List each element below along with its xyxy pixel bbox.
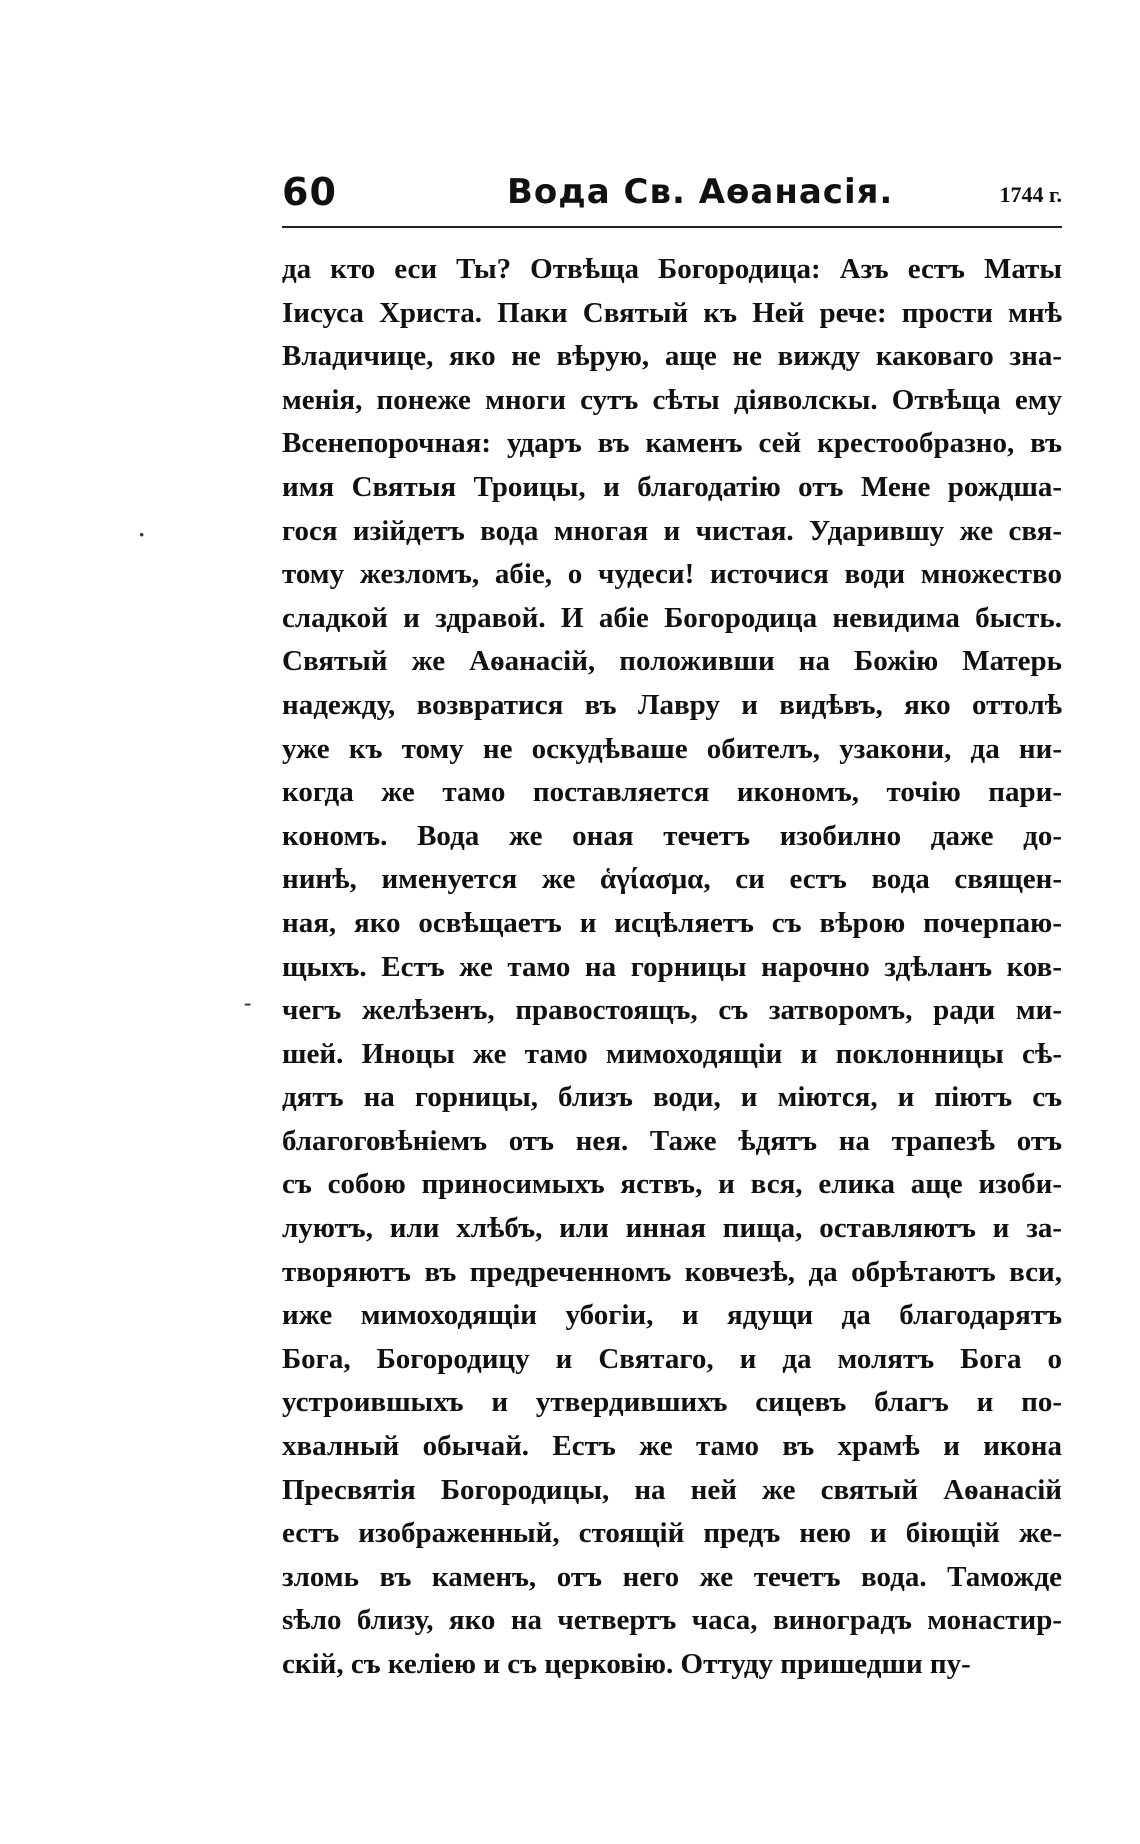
- running-head: [282, 170, 1062, 220]
- text-line: щыхъ. Естъ же тамо на горницы нарочно здѣланъ ков-: [282, 950, 1062, 983]
- text-line: творяютъ въ предреченномъ ковчезѣ, да обрѣтаютъ вси,: [282, 1255, 1062, 1288]
- text-line: Святый же Аѳанасій, положивши на Божію Матерь: [282, 645, 1062, 678]
- header-rule: [282, 226, 1062, 228]
- margin-dash: -: [244, 990, 252, 1015]
- text-line: когда же тамо поставляется икономъ, точію пари-: [282, 776, 1062, 809]
- text-line: имя Святыя Троицы, и благодатію отъ Мене рождша-: [282, 470, 1062, 503]
- text-line: зломь въ каменъ, отъ него же течетъ вода. Таможде: [282, 1560, 1062, 1593]
- margin-dot: ·: [138, 522, 146, 547]
- text-line: Всенепорочная: ударъ въ каменъ сей крестообразно, въ: [282, 427, 1062, 460]
- body-text: [282, 248, 1062, 1687]
- text-line: хвалный обычай. Естъ же тамо въ храмѣ и икона: [282, 1430, 1062, 1463]
- running-year: 1744 г.: [999, 182, 1062, 207]
- text-line: ная, яко освѣщаетъ и исцѣляетъ съ вѣрою почерпаю-: [282, 906, 1062, 939]
- text-line: иже мимоходящіи убогіи, и ядущи да благодарятъ: [282, 1299, 1062, 1332]
- text-line: Пресвятія Богородицы, на ней же святый Аѳанасій: [282, 1473, 1062, 1506]
- text-line: чегъ желѣзенъ, правостоящъ, съ затворомъ, ради ми-: [282, 994, 1062, 1027]
- text-line: надежду, возвратися въ Лавру и видѣвъ, яко оттолѣ: [282, 688, 1062, 721]
- text-line: нинѣ, именуется же ἁγίασμα, си естъ вода священ-: [282, 863, 1062, 896]
- text-line: съ собою приносимыхъ яствъ, и вся, елика аще изоби-: [282, 1168, 1062, 1201]
- text-line: ѕѣло близу, яко на четвертъ часа, виноградъ монастир-: [282, 1604, 1062, 1637]
- text-line: уже къ тому не оскудѣваше обителъ, узакони, да ни-: [282, 732, 1062, 765]
- text-line: луютъ, или хлѣбъ, или инная пища, оставляютъ и за-: [282, 1212, 1062, 1245]
- text-line: тому жезломъ, абіе, о чудеси! источися води множество: [282, 558, 1062, 591]
- text-line: естъ изображенный, стоящій предъ нею и біющій же-: [282, 1517, 1062, 1550]
- text-line: шей. Иноцы же тамо мимоходящіи и поклонницы сѣ-: [282, 1037, 1062, 1070]
- text-line: дятъ на горницы, близъ води, и міются, и піютъ съ: [282, 1081, 1062, 1114]
- text-line: гося изійдетъ вода многая и чистая. Ударившу же свя-: [282, 514, 1062, 547]
- text-line: да кто еси Ты? Отвѣща Богородица: Азъ естъ Маты: [282, 253, 1062, 285]
- text-line: кономъ. Вода же оная течетъ изобилно даже до-: [282, 819, 1062, 852]
- page-number: 60: [282, 170, 337, 214]
- text-line: устроившыхъ и утвердившихъ сицевъ благъ и по-: [282, 1386, 1062, 1419]
- text-line: сладкой и здравой. И абіе Богородица невидима бысть.: [282, 601, 1062, 634]
- text-line: скій, съ келіею и съ церковію. Оттуду пришедши пу-: [282, 1648, 971, 1680]
- text-line: благоговѣніемъ отъ нея. Таже ѣдятъ на трапезѣ отъ: [282, 1124, 1062, 1157]
- running-title: Вода Св. Аѳанасія.: [507, 172, 894, 212]
- text-line: Іисуса Христа. Паки Святый къ Ней рече: прости мнѣ: [282, 296, 1062, 329]
- text-line: менія, понеже многи сутъ сѣты діяволскы. Отвѣща ему: [282, 383, 1062, 416]
- text-line: Бога, Богородицу и Святаго, и да молятъ Бога о: [282, 1342, 1062, 1375]
- text-line: Владичице, яко не вѣрую, аще не вижду каковаго зна-: [282, 340, 1062, 373]
